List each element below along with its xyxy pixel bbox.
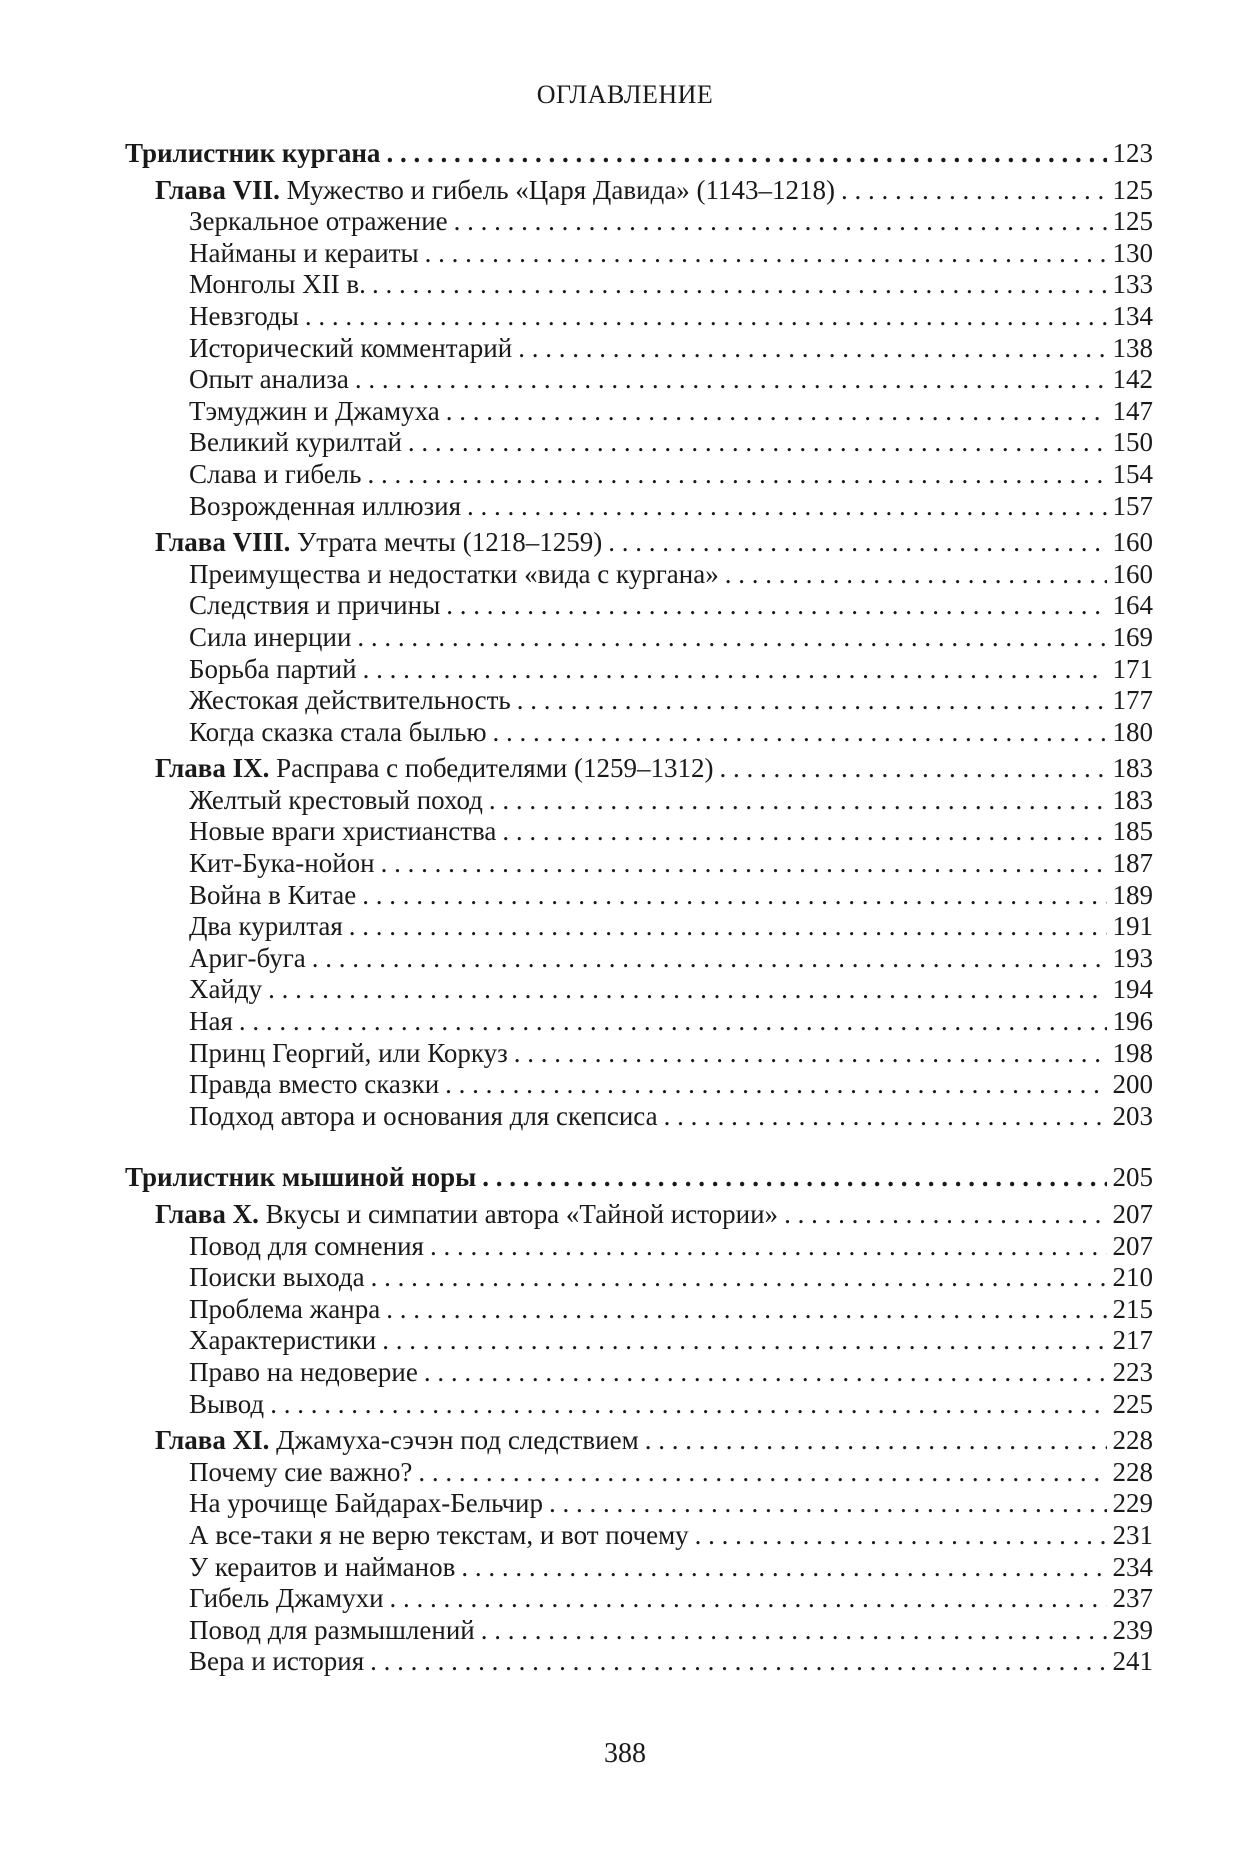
chapter-label: Глава IX. xyxy=(155,753,270,784)
dot-leader xyxy=(608,527,1106,559)
section-title: Гибель Джамухи xyxy=(189,1583,384,1614)
toc-part-1[interactable] xyxy=(125,138,1153,170)
page-number: 187 xyxy=(1112,848,1153,879)
dot-leader xyxy=(549,1488,1107,1520)
chapter-name: Утрата мечты (1218–1259) xyxy=(290,527,603,558)
toc-section[interactable] xyxy=(125,1552,1153,1584)
chapter-name: Расправа с победителями (1259–1312) xyxy=(269,753,714,784)
section-title: Сила инерции xyxy=(189,621,352,652)
dot-leader xyxy=(725,559,1107,591)
toc-section[interactable] xyxy=(125,1262,1153,1294)
toc-section[interactable] xyxy=(125,559,1153,591)
page-number: 205 xyxy=(1112,1162,1153,1193)
toc-chapter-10[interactable] xyxy=(125,1199,1153,1231)
page-number: 241 xyxy=(1112,1646,1153,1677)
page-number: 142 xyxy=(1112,364,1153,395)
chapter-name: Вкусы и симпатии автора «Тайной истории» xyxy=(258,1199,779,1229)
toc-section[interactable] xyxy=(125,396,1153,428)
section-title: Хайду xyxy=(189,974,263,1005)
section-title: Ариг-буга xyxy=(189,942,306,973)
chapter-name: Джамуха-сэчэн под следствием xyxy=(269,1425,639,1456)
dot-leader xyxy=(270,1389,1106,1421)
part-title: Трилистник кургана xyxy=(125,138,381,168)
dot-leader xyxy=(357,622,1106,654)
page-number: 185 xyxy=(1112,816,1153,847)
section-title: Правда вместо сказки xyxy=(189,1069,440,1100)
dot-leader xyxy=(425,238,1107,270)
toc-section[interactable] xyxy=(125,1457,1153,1489)
page-number: 215 xyxy=(1112,1293,1153,1324)
toc-section[interactable] xyxy=(125,333,1153,365)
dot-leader xyxy=(382,1325,1106,1357)
section-title: На урочище Байдарах-Бельчир xyxy=(189,1488,543,1519)
dot-leader xyxy=(502,816,1106,848)
toc-chapter-11[interactable] xyxy=(125,1425,1153,1457)
section-title: Когда сказка стала былью xyxy=(189,716,487,747)
toc-section[interactable] xyxy=(125,717,1153,749)
dot-leader xyxy=(467,491,1106,523)
dot-leader xyxy=(461,1552,1106,1584)
toc-chapter-8[interactable] xyxy=(125,527,1153,559)
dot-leader xyxy=(517,685,1107,717)
section-title: Найманы и кераиты xyxy=(189,237,419,268)
dot-leader xyxy=(454,206,1107,238)
page-number: 133 xyxy=(1112,269,1153,300)
dot-leader xyxy=(370,1646,1106,1678)
dot-leader xyxy=(418,1457,1106,1489)
toc-section[interactable] xyxy=(125,654,1153,686)
page-number: 200 xyxy=(1112,1069,1153,1100)
page-number: 157 xyxy=(1112,490,1153,521)
section-title: Почему сие важно? xyxy=(189,1456,413,1487)
page-number: 169 xyxy=(1112,621,1153,652)
section-title: Повод для размышлений xyxy=(189,1614,475,1645)
chapter-title xyxy=(155,1199,778,1231)
dot-leader xyxy=(446,396,1107,428)
toc-section[interactable] xyxy=(125,301,1153,333)
section-title: Принц Георгий, или Коркуз xyxy=(189,1037,508,1068)
page-number: 193 xyxy=(1112,942,1153,973)
section-title: Два курилтая xyxy=(189,911,343,942)
toc-part-2[interactable] xyxy=(125,1162,1153,1194)
page-number: 194 xyxy=(1112,974,1153,1005)
page-number: 237 xyxy=(1112,1583,1153,1614)
toc-section[interactable] xyxy=(125,238,1153,270)
toc-section[interactable] xyxy=(125,590,1153,622)
page-number: 231 xyxy=(1112,1519,1153,1550)
dot-leader xyxy=(514,1038,1107,1070)
toc-section[interactable] xyxy=(125,1101,1153,1133)
dot-leader xyxy=(841,175,1107,207)
chapter-title xyxy=(155,175,835,207)
toc-section[interactable] xyxy=(125,816,1153,848)
page-number: 198 xyxy=(1112,1037,1153,1068)
toc-section[interactable] xyxy=(125,974,1153,1006)
dot-leader xyxy=(424,1357,1107,1389)
page-number: 160 xyxy=(1112,527,1153,558)
page-number: 217 xyxy=(1112,1325,1153,1356)
toc-section[interactable] xyxy=(125,848,1153,880)
dot-leader xyxy=(305,301,1107,333)
chapter-label: Глава VII. xyxy=(155,174,280,205)
section-title: Подход автора и основания для скепсиса xyxy=(189,1100,658,1131)
toc-section[interactable] xyxy=(125,269,1153,301)
toc-section[interactable] xyxy=(125,880,1153,912)
dot-leader xyxy=(445,1069,1106,1101)
section-title: Великий курилтай xyxy=(189,427,402,458)
page-number: 228 xyxy=(1112,1456,1153,1487)
toc-section[interactable] xyxy=(125,1294,1153,1326)
dot-leader xyxy=(386,138,1106,170)
dot-leader xyxy=(518,333,1106,365)
toc-chapter-9[interactable] xyxy=(125,753,1153,785)
section-title: Вывод xyxy=(189,1388,265,1419)
page-number: 138 xyxy=(1112,332,1153,363)
toc-section[interactable] xyxy=(125,1038,1153,1070)
section-title: Характеристики xyxy=(189,1325,377,1356)
page-number: 207 xyxy=(1112,1199,1153,1229)
dot-leader xyxy=(268,974,1106,1006)
page-number: 147 xyxy=(1112,395,1153,426)
dot-leader xyxy=(446,590,1106,622)
page-number: 189 xyxy=(1112,879,1153,910)
section-title: Монголы XII в. xyxy=(189,269,366,300)
page-number: 234 xyxy=(1112,1551,1153,1582)
dot-leader xyxy=(493,717,1107,749)
toc-section[interactable] xyxy=(125,1389,1153,1421)
section-title: А все-таки я не верю текстам, и вот почему xyxy=(189,1519,689,1550)
section-title: Повод для сомнения xyxy=(189,1230,424,1261)
toc-section[interactable] xyxy=(125,1231,1153,1263)
toc-section[interactable] xyxy=(125,1069,1153,1101)
toc-section[interactable] xyxy=(125,491,1153,523)
section-title: Преимущества и недостатки «вида с кургана» xyxy=(189,558,719,589)
chapter-label: Глава X. xyxy=(155,1199,259,1229)
page-number: 125 xyxy=(1112,206,1153,237)
toc-section[interactable] xyxy=(125,364,1153,396)
section-title: Поиски выхода xyxy=(189,1262,365,1293)
section-title: Борьба партий xyxy=(189,653,357,684)
page-number: 191 xyxy=(1112,911,1153,942)
toc-section[interactable] xyxy=(125,785,1153,817)
page-number: 203 xyxy=(1112,1100,1153,1131)
dot-leader xyxy=(362,880,1106,912)
dot-leader xyxy=(363,654,1107,686)
toc-section[interactable] xyxy=(125,1488,1153,1520)
page-number: 223 xyxy=(1112,1356,1153,1387)
section-title: Возрожденная иллюзия xyxy=(189,490,462,521)
toc-chapter-7[interactable] xyxy=(125,175,1153,207)
dot-leader xyxy=(239,1006,1107,1038)
page-number: 154 xyxy=(1112,458,1153,489)
toc-section[interactable] xyxy=(125,911,1153,943)
section-title: Желтый крестовый поход xyxy=(189,784,483,815)
dot-leader xyxy=(430,1231,1107,1263)
section-title: Тэмуджин и Джамуха xyxy=(189,395,440,426)
page-number: 228 xyxy=(1112,1425,1153,1456)
dot-leader xyxy=(481,1615,1107,1647)
dot-leader xyxy=(381,848,1107,880)
page-number: 123 xyxy=(1112,138,1153,168)
section-title: Опыт анализа xyxy=(189,364,349,395)
page-number: 180 xyxy=(1112,716,1153,747)
section-title: Вера и история xyxy=(189,1646,365,1677)
page-number: 196 xyxy=(1112,1006,1153,1037)
section-title: Кит-Бука-нойон xyxy=(189,848,375,879)
page-number: 125 xyxy=(1112,174,1153,205)
page-number: 225 xyxy=(1112,1388,1153,1419)
page-number: 171 xyxy=(1112,653,1153,684)
section-title: Жестокая действительность xyxy=(189,685,511,716)
page-number: 150 xyxy=(1112,427,1153,458)
dot-leader xyxy=(664,1101,1107,1133)
dot-leader xyxy=(386,1294,1106,1326)
dot-leader xyxy=(408,427,1107,459)
toc-section[interactable] xyxy=(125,1646,1153,1678)
dot-leader xyxy=(482,1162,1106,1194)
dot-leader xyxy=(784,1199,1106,1231)
part-title: Трилистник мышиной норы xyxy=(125,1162,477,1193)
page-folio: 388 xyxy=(604,1738,646,1769)
page-number: 160 xyxy=(1112,558,1153,589)
page-number: 134 xyxy=(1112,300,1153,331)
page-number: 239 xyxy=(1112,1614,1153,1645)
dot-leader xyxy=(312,943,1107,975)
section-title: У кераитов и найманов xyxy=(189,1551,456,1582)
toc-section[interactable] xyxy=(125,622,1153,654)
dot-leader xyxy=(355,364,1107,396)
section-title: Слава и гибель xyxy=(189,458,362,489)
chapter-label: Глава XI. xyxy=(155,1425,270,1456)
chapter-title xyxy=(155,753,714,785)
dot-leader xyxy=(720,753,1107,785)
dot-leader xyxy=(349,911,1107,943)
dot-leader xyxy=(367,459,1106,491)
running-title: ОГЛАВЛЕНИЕ xyxy=(536,80,714,109)
page-number: 164 xyxy=(1112,590,1153,621)
dot-leader xyxy=(695,1520,1107,1552)
section-title: Право на недоверие xyxy=(189,1356,418,1387)
dot-leader xyxy=(489,785,1107,817)
dot-leader xyxy=(645,1425,1107,1457)
chapter-title xyxy=(155,527,602,559)
toc-section[interactable] xyxy=(125,1583,1153,1615)
page-number: 207 xyxy=(1112,1230,1153,1261)
chapter-title xyxy=(155,1425,639,1457)
toc-section[interactable] xyxy=(125,1615,1153,1647)
toc-section[interactable] xyxy=(125,427,1153,459)
toc-section[interactable] xyxy=(125,1520,1153,1552)
page-number: 177 xyxy=(1112,685,1153,716)
section-title: Война в Китае xyxy=(189,879,357,910)
section-title: Следствия и причины xyxy=(189,590,441,621)
toc-section[interactable] xyxy=(125,1357,1153,1389)
dot-leader xyxy=(371,1262,1107,1294)
section-title: Проблема жанра xyxy=(189,1293,381,1324)
page-number: 229 xyxy=(1112,1488,1153,1519)
page-number: 183 xyxy=(1112,753,1153,784)
section-title: Ная xyxy=(189,1006,233,1037)
dot-leader xyxy=(390,1583,1107,1615)
page-number: 183 xyxy=(1112,784,1153,815)
chapter-name: Мужество и гибель «Царя Давида» (1143–1218) xyxy=(279,174,835,205)
section-title: Новые враги христианства xyxy=(189,816,497,847)
table-of-contents xyxy=(125,138,1153,1678)
page-number: 130 xyxy=(1112,237,1153,268)
section-title: Исторический комментарий xyxy=(189,332,513,363)
chapter-label: Глава VIII. xyxy=(155,527,291,558)
dot-leader xyxy=(372,269,1107,301)
section-title: Невзгоды xyxy=(189,300,299,331)
page-number: 210 xyxy=(1112,1262,1153,1293)
toc-section[interactable] xyxy=(125,459,1153,491)
toc-section[interactable] xyxy=(125,685,1153,717)
section-title: Зеркальное отражение xyxy=(189,206,448,237)
toc-section[interactable] xyxy=(125,943,1153,975)
toc-section[interactable] xyxy=(125,1325,1153,1357)
toc-section[interactable] xyxy=(125,206,1153,238)
toc-section[interactable] xyxy=(125,1006,1153,1038)
